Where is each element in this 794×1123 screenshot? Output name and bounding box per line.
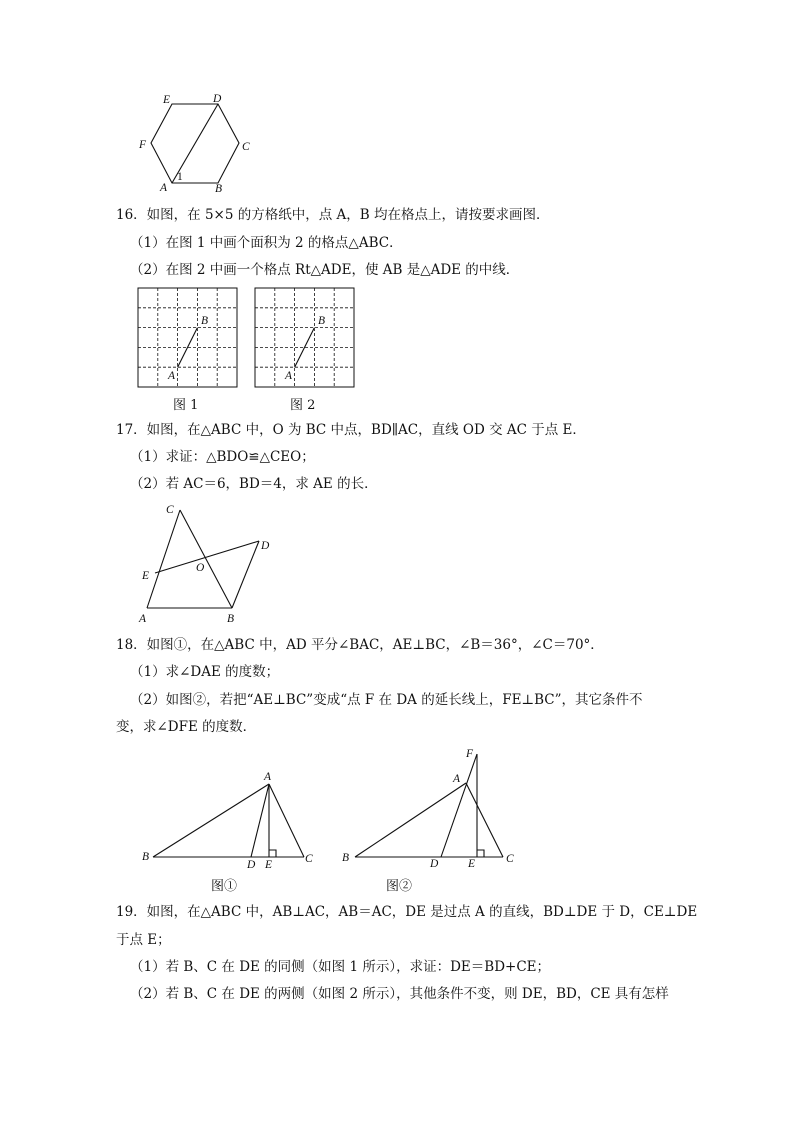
q18-part2-line2: 变，求∠DFE 的度数． <box>116 719 257 735</box>
q19-stem-line2: 于点 E； <box>116 932 171 948</box>
q17-stem: 17．如图，在△ABC 中，O 为 BC 中点，BD∥AC，直线 OD 交 AC 于点 E． <box>116 422 586 438</box>
q18f1-label-b: B <box>142 851 150 863</box>
q18f2-label-f: F <box>466 748 474 760</box>
q17-triangle-figure <box>135 498 285 628</box>
grid-figure-1 <box>137 287 240 390</box>
q19-part1: （1）若 B、C 在 DE 的同侧（如图 1 所示），求证：DE＝BD+CE； <box>130 959 551 975</box>
q18-part2-line1: （2）如图②，若把“AE⊥BC”变成“点 F 在 DA 的延长线上，FE⊥BC”，其它条件不 <box>130 692 643 708</box>
q18f1-label-d: D <box>247 859 256 870</box>
q18-fig2-caption: 图② <box>386 879 413 894</box>
q18f1-label-e: E <box>265 859 273 870</box>
q18f2-label-b: B <box>342 852 350 864</box>
q18-fig1-caption: 图① <box>211 879 238 894</box>
q17-label-c: C <box>166 504 174 516</box>
q17-label-a: A <box>139 613 147 625</box>
grid-figure-2 <box>254 287 357 390</box>
q17-label-e: E <box>142 570 150 582</box>
q18f2-label-e: E <box>468 858 476 870</box>
q17-part1: （1）求证：△BDO≌△CEO； <box>130 449 315 465</box>
q19-part2: （2）若 B、C 在 DE 的两侧（如图 2 所示），其他条件不变，则 DE，BD，CE 具有怎样 <box>130 986 669 1002</box>
q16-stem: 16．如图，在 5×5 的方格纸中，点 A，B 均在格点上，请按要求画图． <box>116 207 550 223</box>
q18f2-label-d: D <box>430 858 439 870</box>
hex-label-c: C <box>242 141 250 153</box>
q18-figure-1 <box>138 765 318 870</box>
q17-label-o: O <box>196 562 205 574</box>
q18f2-label-c: C <box>506 853 514 865</box>
q17-label-b: B <box>227 613 235 625</box>
hex-label-a: A <box>160 182 168 194</box>
hex-angle-label: 1 <box>177 171 183 183</box>
hex-label-d: D <box>213 93 222 105</box>
q18-part1: （1）求∠DAE 的度数； <box>130 664 280 680</box>
q16-part1: （1）在图 1 中画个面积为 2 的格点△ABC． <box>130 235 403 251</box>
q16-fig1-caption: 图 1 <box>173 398 199 413</box>
q18-figure-2 <box>338 742 518 870</box>
hex-label-e: E <box>163 94 171 106</box>
q19-stem-line1: 19．如图，在△ABC 中，AB⊥AC，AB＝AC，DE 是过点 A 的直线，BD⊥DE 于 D，CE⊥DE <box>116 904 698 920</box>
q18f1-label-a: A <box>264 771 272 783</box>
q18f1-label-c: C <box>305 853 313 865</box>
grid1-label-a: A <box>168 370 176 382</box>
q17-label-d: D <box>261 540 270 552</box>
q17-part2: （2）若 AC＝6，BD＝4，求 AE 的长． <box>130 476 378 492</box>
grid1-label-b: B <box>201 315 209 327</box>
hex-label-f: F <box>139 139 147 151</box>
q18f2-label-a: A <box>453 773 461 785</box>
grid2-label-b: B <box>318 315 326 327</box>
q16-fig2-caption: 图 2 <box>290 398 316 413</box>
q16-part2: （2）在图 2 中画一个格点 Rt△ADE，使 AB 是△ADE 的中线． <box>130 262 520 278</box>
q18-stem: 18．如图①，在△ABC 中，AD 平分∠BAC，AE⊥BC，∠B＝36°，∠C＝70°． <box>116 637 604 653</box>
grid2-label-a: A <box>285 370 293 382</box>
hexagon-figure <box>130 90 260 196</box>
hex-label-b: B <box>215 183 223 195</box>
